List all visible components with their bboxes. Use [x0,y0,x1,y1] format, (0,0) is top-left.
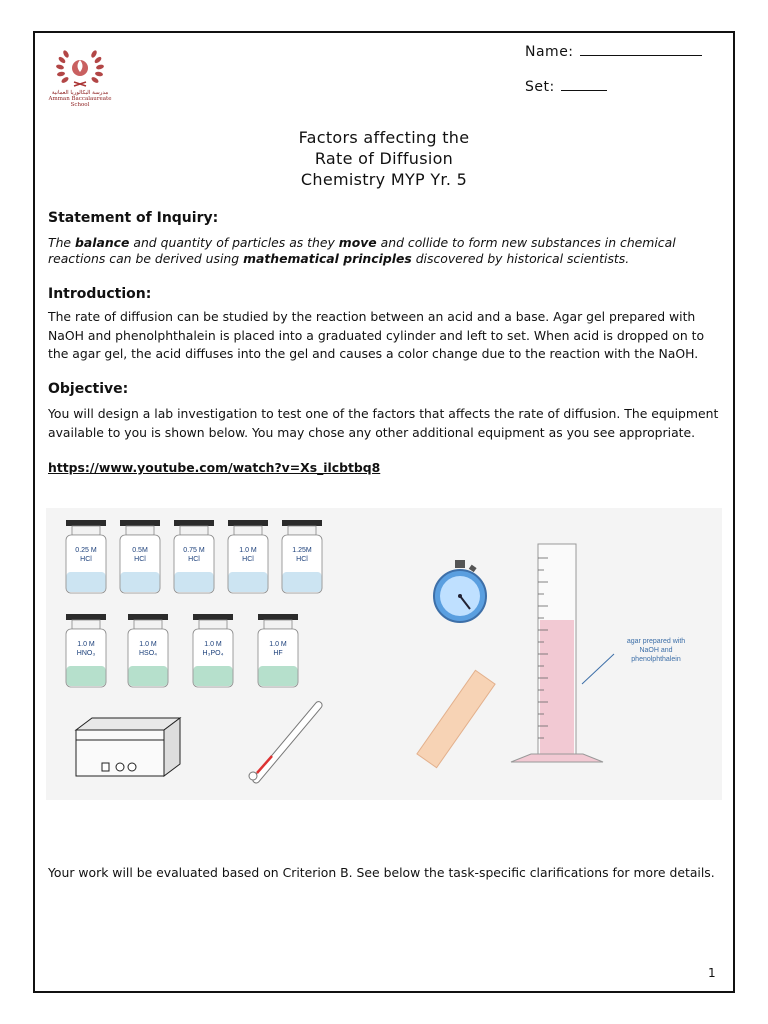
hcl-bottle-conc: 1.0 M [239,547,257,554]
evaluation-text: Your work will be evaluated based on Criterion B. See below the task-specific clarifications for more details. [48,865,715,880]
page-number: 1 [708,966,716,980]
acid-bottle-conc: 1.0 M [77,641,95,648]
title-line-3: Chemistry MYP Yr. 5 [300,170,468,189]
hcl-bottle-name: HCl [188,556,200,563]
hcl-bottle-name: HCl [80,556,92,563]
hcl-bottle-3 [228,520,268,593]
introduction-heading: Introduction: [48,286,152,302]
water-bath-icon [76,718,180,776]
hcl-bottle-name: HCl [134,556,146,563]
set-label: Set: [525,79,555,95]
page-title [0,127,768,190]
hcl-bottle-2 [174,520,214,593]
hcl-bottle-conc: 0.75 M [183,547,205,554]
cylinder-label-1: agar prepared with [626,638,686,645]
acid-bottle-1 [128,614,168,687]
acid-bottle-conc: 1.0 M [269,641,287,648]
acid-bottle-2 [193,614,233,687]
school-logo-text: مدرسة البكالوريا العمانية Amman Baccalaureate School [48,90,112,108]
equipment-illustration [46,508,722,800]
objective-text: You will design a lab investigation to test one of the factors that affects the rate of diffusion. The equipment available to you is shown below. You may chose any other additional equipment as you see appropriate. [48,406,719,440]
hcl-bottle-4 [282,520,322,593]
name-field[interactable] [525,43,702,60]
name-blank[interactable] [580,43,702,56]
hcl-bottle-0 [66,520,106,593]
acid-bottle-name: HSO₄ [138,650,158,657]
hcl-bottle-conc: 0.25 M [75,547,97,554]
acid-bottle-name: H₃PO₄ [202,650,224,657]
hcl-bottle-name: HCl [296,556,308,563]
graduated-cylinder [511,544,685,762]
title-line-1: Factors affecting the [298,128,470,147]
hcl-bottle-1 [120,520,160,593]
set-blank[interactable] [561,78,607,91]
hcl-bottle-conc: 1.25M [292,547,312,554]
cylinder-label-2: NaOH and [639,647,673,654]
stopwatch-icon [434,560,486,622]
acid-bottle-conc: 1.0 M [139,641,157,648]
thermometer-icon [249,700,323,784]
hcl-bottle-conc: 0.5M [132,547,148,554]
acid-bottle-conc: 1.0 M [204,641,222,648]
acid-bottle-3 [258,614,298,687]
cylinder-label-3: phenolphthalein [631,656,681,663]
inquiry-heading: Statement of Inquiry: [48,210,219,226]
youtube-link[interactable]: https://www.youtube.com/watch?v=Xs_ilcbtbq8 [48,460,381,475]
objective-heading: Objective: [48,381,129,397]
set-field[interactable] [525,78,607,95]
acid-bottle-name: HF [273,650,283,657]
inquiry-text: The balance and quantity of particles as they move and collide to form new substances in chemical reactions can be derived using mathematical principles discovered by historical scientists. [48,235,676,266]
introduction-text: The rate of diffusion can be studied by the reaction between an acid and a base. Agar gel prepared with NaOH and phenolphthalein is placed into a graduated cylinder and left to set. When acid is dropped on to the agar gel, the acid diffuses into the gel and causes a color change due to the reaction with the NaOH. [48,309,705,361]
hcl-bottle-name: HCl [242,556,254,563]
title-line-2: Rate of Diffusion [314,149,454,168]
name-label: Name: [525,44,574,60]
ruler-icon [417,670,495,767]
acid-bottle-0 [66,614,106,687]
acid-bottle-name: HNO₃ [76,650,96,657]
